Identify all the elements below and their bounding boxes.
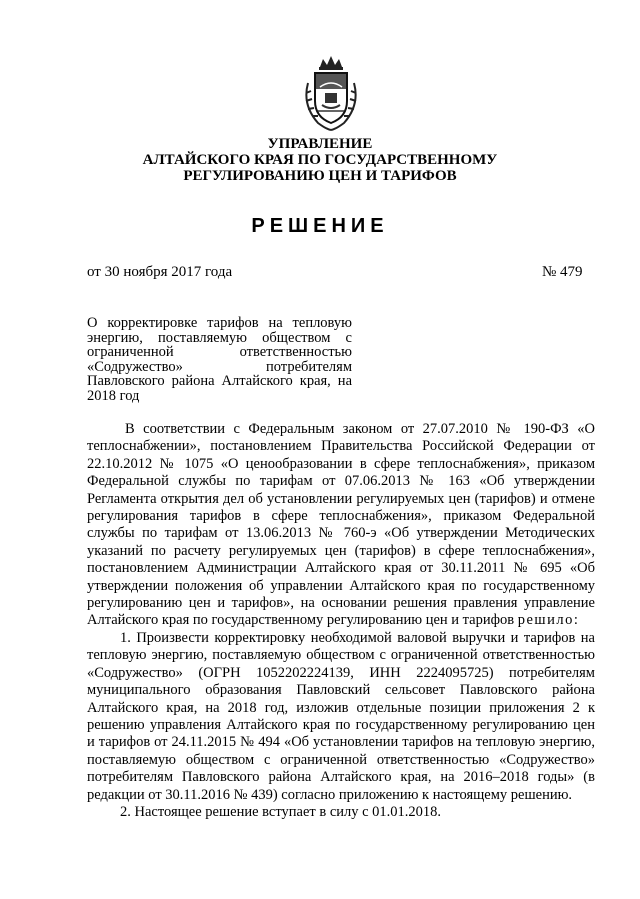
document-date: от 30 ноября 2017 года xyxy=(87,264,233,280)
issuer-line-3: РЕГУЛИРОВАНИЮ ЦЕН И ТАРИФОВ xyxy=(183,168,457,184)
document-number: № 479 xyxy=(542,264,583,280)
item-1-paragraph: 1. Произвести корректировку необходимой валовой выручки и тарифов на тепловую энергию, поставляемую обществом с ограниченной ответственностью «Содружество» (ОГРН 1052202224139, ИНН 2224095725) потребителям муниципального образования Павловский сельсовет Павловского района Алтайского края, на 2018 год, изложив отдельные позиции приложения 2 к решению управления Алтайского края по государственному регулированию цен и тарифов от 24.11.2015 № 494 «Об установлении тарифов на тепловую энергию, поставляемую обществом с ограниченной ответственностью «Содружество» потребителям Павловского района Алтайского края, на 2016–2018 годы» (в редакции от 30.11.2016 № 439) согласно приложению к настоящему решению. xyxy=(87,629,595,803)
preamble-paragraph: В соответствии с Федеральным законом от 27.07.2010 № 190-ФЗ «О теплоснабжении», постановлением Правительства Российской Федерации от 22.10.2012 № 1075 «О ценообразовании в сфере теплоснабжения», приказом Федеральной службы по тарифам от 07.06.2013 № 163 «Об утверждении Регламента открытия дел об установлении регулируемых цен (тарифов) и отмене регулирования тарифов в сфере теплоснабжения», приказом Федеральной службы по тарифам от 13.06.2013 № 760-э «Об утверждении Методических указаний по расчету регулируемых цен (тарифов) в сфере теплоснабжения», постановлением Администрации Алтайского края от 30.11.2011 № 695 «Об утверждении положения об управлении Алтайского края по государственному регулированию цен и тарифов», на основании решения правления управление Алтайского края по государственному регулированию цен и тарифов решило: xyxy=(87,421,595,629)
coat-of-arms-icon xyxy=(298,53,364,133)
issuer-line-1: УПРАВЛЕНИЕ xyxy=(267,136,373,152)
document-title: РЕШЕНИЕ xyxy=(251,215,389,237)
document-subject: О корректировке тарифов на тепловую энергию, поставляемую обществом с ограниченной ответственностью «Содружество» потребителям Павловского района Алтайского края, на 2018 год xyxy=(87,315,352,404)
preamble-text: В соответствии с Федеральным законом от 27.07.2010 № 190-ФЗ «О теплоснабжении», постановлением Правительства Российской Федерации от 22.10.2012 № 1075 «О ценообразовании в сфере теплоснабжения», приказом Федеральной службы по тарифам от 07.06.2013 № 163 «Об утверждении Регламента открытия дел об установлении регулируемых цен (тарифов) и отмене регулирования тарифов в сфере теплоснабжения», приказом Федеральной службы по тарифам от 13.06.2013 № 760-э «Об утверждении Методических указаний по расчету регулируемых цен (тарифов) в сфере теплоснабжения», постановлением Администрации Алтайского края от 30.11.2011 № 695 «Об утверждении положения об управлении Алтайского края по государственному регулированию цен и тарифов», на основании решения правления управление Алтайского края по государственному регулированию цен и тарифов xyxy=(87,421,595,629)
resolved-word: решило xyxy=(517,612,574,629)
document-body xyxy=(87,421,595,821)
issuer-line-2: АЛТАЙСКОГО КРАЯ ПО ГОСУДАРСТВЕННОМУ xyxy=(142,152,498,168)
item-2-paragraph: 2. Настоящее решение вступает в силу с 01.01.2018. xyxy=(120,803,442,820)
issuer-header xyxy=(0,136,640,184)
